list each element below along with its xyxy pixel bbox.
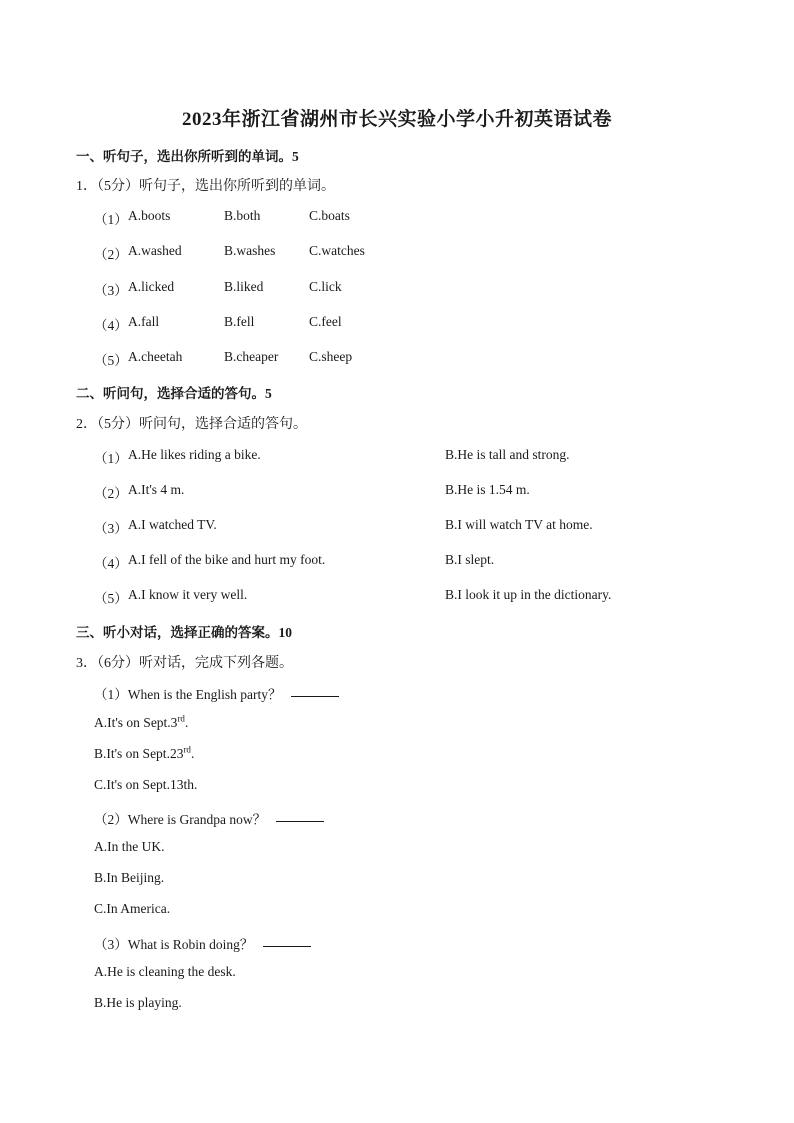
option-b-period: . [190,746,195,761]
option-b-text: B.It's on Sept.23 [94,746,184,761]
sub-question-1-text: （1）When is the English party？ [94,687,282,702]
answer-blank [291,696,339,697]
item-number: （1） [94,451,128,466]
answer-blank [276,821,324,822]
option-a: A.I watched TV. [128,517,217,532]
option-a: A.He likes riding a bike. [128,447,261,462]
option-c: C.It's on Sept.13th. [94,777,198,792]
item-number: （5） [94,591,128,606]
option-b: B.He is 1.54 m. [445,482,530,497]
option-c: C.sheep [309,349,353,364]
sub-question-3 [94,933,311,953]
question-3: 3．（6分）听对话，完成下列各题。 [76,656,293,671]
question-1: 1．（5分）听句子，选出你所听到的单词。 [76,179,335,194]
item-number: （2） [94,486,128,501]
option-b: B.He is playing. [94,995,182,1010]
option-c: C.feel [309,314,342,329]
ordinal-suffix: rd [177,713,185,724]
option-a: A.washed [128,243,182,258]
section-1-heading: 一、听句子，选出你所听到的单词。5 [76,149,299,164]
item-number: （3） [94,521,128,536]
item-number: （4） [94,318,128,333]
option-b: B.fell [224,314,255,329]
answer-blank [263,946,311,947]
option-c: C.watches [309,243,365,258]
option-a: A.In the UK. [94,839,165,854]
option-a: A.fall [128,314,160,329]
option-b: B.I slept. [445,552,495,567]
option-b: B.liked [224,279,264,294]
option-a: A.I know it very well. [128,587,248,602]
option-a-period: . [184,715,189,730]
item-number: （1） [94,212,128,227]
option-b: B.I will watch TV at home. [445,517,593,532]
option-a: A.I fell of the bike and hurt my foot. [128,552,326,567]
sub-question-3-text: （3）What is Robin doing？ [94,937,254,952]
option-b: B.In Beijing. [94,870,165,885]
sub-question-2 [94,808,324,828]
section-2-heading: 二、听问句，选择合适的答句。5 [76,386,272,401]
sub-question-2-text: （2）Where is Grandpa now？ [94,812,267,827]
item-number: （4） [94,556,128,571]
option-c: C.In America. [94,901,171,916]
item-number: （2） [94,247,128,262]
option-b: B.both [224,208,261,223]
section-3-heading: 三、听小对话，选择正确的答案。10 [76,625,292,640]
option-a: A.licked [128,279,175,294]
option-b: B.I look it up in the dictionary. [445,587,612,602]
option-a: A.boots [128,208,171,223]
option-b: B.washes [224,243,276,258]
option-b [94,746,194,762]
item-number: （3） [94,283,128,298]
ordinal-suffix: rd [183,744,191,755]
option-a [94,715,188,731]
sub-question-1 [94,683,339,703]
question-2: 2．（5分）听问句，选择合适的答句。 [76,417,307,432]
option-b: B.He is tall and strong. [445,447,570,462]
option-a: A.It's 4 m. [128,482,185,497]
option-a: A.He is cleaning the desk. [94,964,236,979]
option-c: C.boats [309,208,350,223]
option-a-text: A.It's on Sept.3 [94,715,178,730]
option-a: A.cheetah [128,349,183,364]
option-b: B.cheaper [224,349,279,364]
item-number: （5） [94,353,128,368]
option-c: C.lick [309,279,342,294]
page-title: 2023年浙江省湖州市长兴实验小学小升初英语试卷 [181,109,612,130]
